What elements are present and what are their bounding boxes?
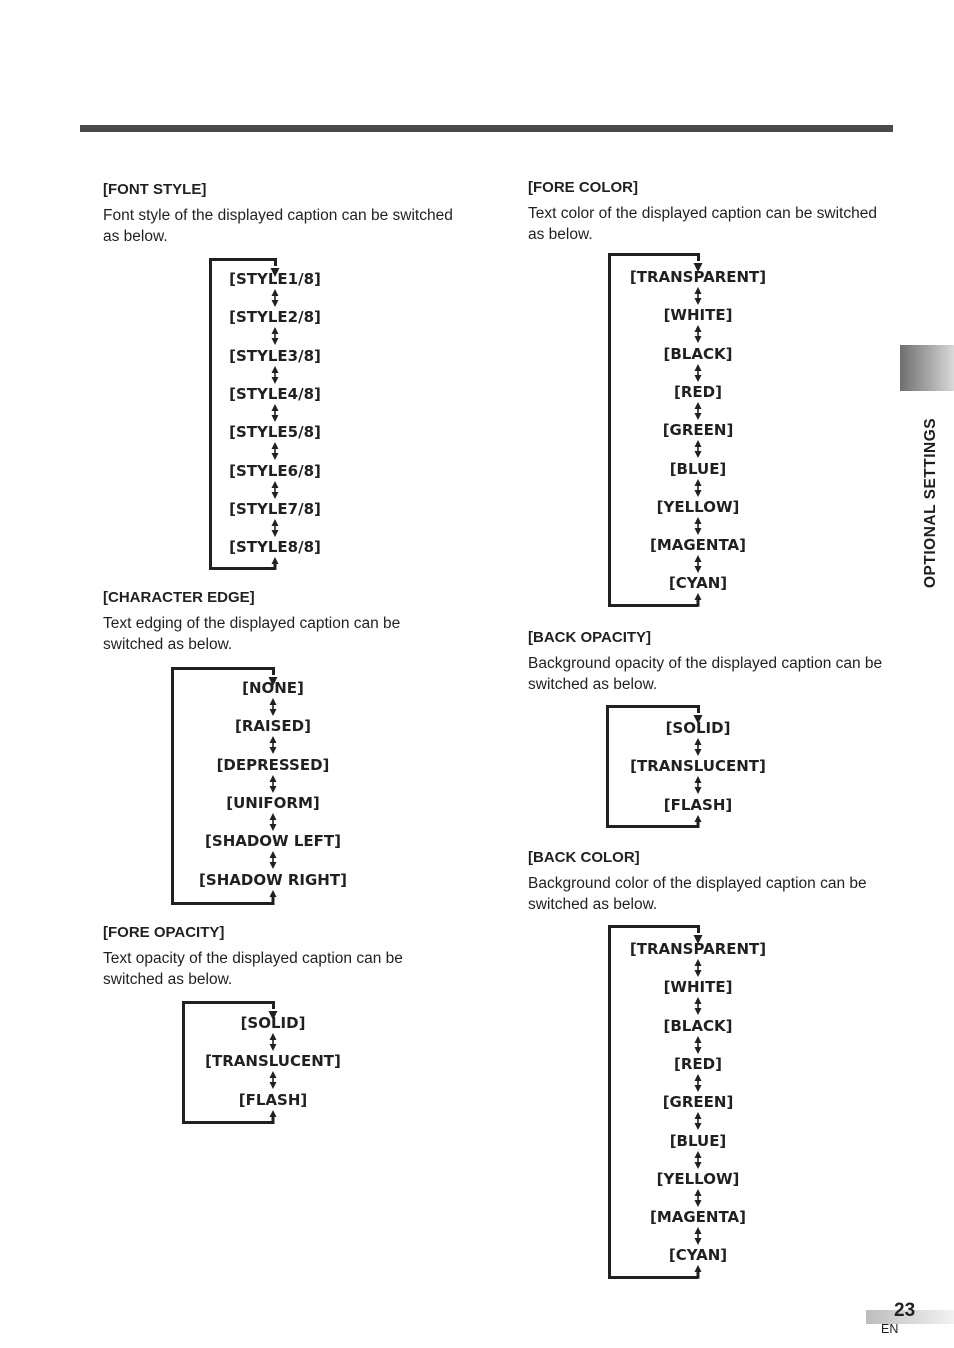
cycle-option: [RED] [674, 382, 722, 401]
side-tab-text: OPTIONAL SETTINGS [922, 417, 939, 588]
cycle-option: [STYLE2/8] [229, 308, 321, 327]
cycle-option: [STYLE5/8] [229, 423, 321, 442]
cycle-option: [FLASH] [238, 1090, 308, 1109]
section-tab-marker [900, 345, 954, 391]
cycle-option: [FLASH] [663, 795, 733, 814]
language-code: EN [881, 1322, 899, 1336]
cycle-option: [BLUE] [669, 459, 727, 478]
up-arrow-icon [693, 1265, 703, 1284]
page-number: 23 [894, 1300, 916, 1321]
section-description: Text edging of the displayed caption can be switched as below. [103, 615, 401, 653]
cycle-option: [TRANSLUCENT] [630, 757, 766, 776]
side-tab-label [922, 395, 944, 595]
cycle-option: [NONE] [242, 679, 304, 697]
cycle-option: [RAISED] [235, 717, 311, 736]
header-rule [80, 125, 893, 132]
cycle-option: [RED] [674, 1054, 722, 1073]
cycle-option: [STYLE3/8] [229, 346, 321, 365]
font-style-cycle-diagram [209, 258, 321, 570]
section-description: Text opacity of the displayed caption can be switched as below. [103, 950, 403, 988]
section-description: Text color of the displayed caption can be switched as below. [528, 205, 877, 243]
section-title: [FORE OPACITY] [103, 924, 225, 941]
cycle-option: [STYLE6/8] [229, 461, 321, 480]
section-back-color [528, 849, 888, 915]
cycle-option: [CYAN] [668, 1246, 728, 1265]
cycle-option: [STYLE1/8] [229, 270, 321, 288]
cycle-option: [TRANSPARENT] [629, 268, 767, 286]
cycle-option: [MAGENTA] [649, 1208, 747, 1227]
cycle-option: [UNIFORM] [226, 793, 320, 812]
back-opacity-cycle-diagram [606, 705, 766, 828]
section-fore-opacity [103, 924, 463, 990]
cycle-option: [CYAN] [668, 574, 728, 593]
cycle-option: [WHITE] [663, 978, 733, 997]
cycle-option: [SHADOW RIGHT] [199, 870, 347, 889]
back-color-cycle-diagram [608, 925, 767, 1279]
section-description: Font style of the displayed caption can be switched as below. [103, 207, 453, 245]
fore-opacity-cycle-diagram [182, 1001, 341, 1124]
section-description: Background color of the displayed caption can be switched as below. [528, 875, 867, 913]
section-title: [BACK COLOR] [528, 849, 640, 866]
section-fore-color [528, 179, 888, 245]
cycle-option: [BLACK] [663, 1016, 733, 1035]
character-edge-cycle-diagram [171, 667, 347, 905]
cycle-option: [GREEN] [662, 1093, 734, 1112]
cycle-option: [SHADOW LEFT] [205, 832, 341, 851]
section-font-style [103, 181, 463, 247]
cycle-option: [STYLE8/8] [229, 538, 321, 557]
up-arrow-icon [268, 1110, 278, 1129]
up-arrow-icon [270, 557, 280, 575]
cycle-option: [MAGENTA] [649, 536, 747, 555]
cycle-option: [SOLID] [665, 719, 731, 737]
section-character-edge [103, 589, 463, 655]
up-arrow-icon [268, 890, 278, 911]
section-title: [FONT STYLE] [103, 181, 207, 198]
cycle-option: [TRANSPARENT] [629, 940, 767, 958]
fore-color-cycle-diagram [608, 253, 767, 607]
section-title: [CHARACTER EDGE] [103, 589, 255, 606]
section-back-opacity [528, 629, 888, 695]
cycle-option: [WHITE] [663, 306, 733, 325]
cycle-option: [STYLE4/8] [229, 384, 321, 403]
section-description: Background opacity of the displayed caption can be switched as below. [528, 655, 883, 693]
up-arrow-icon [693, 593, 703, 612]
cycle-option: [STYLE7/8] [229, 499, 321, 518]
cycle-option: [YELLOW] [656, 1169, 740, 1188]
cycle-option: [BLUE] [669, 1131, 727, 1150]
cycle-option: [TRANSLUCENT] [205, 1052, 341, 1071]
cycle-option: [DEPRESSED] [216, 755, 330, 774]
cycle-option: [YELLOW] [656, 497, 740, 516]
section-title: [FORE COLOR] [528, 179, 638, 196]
cycle-option: [BLACK] [663, 344, 733, 363]
up-arrow-icon [693, 815, 703, 833]
cycle-option: [SOLID] [240, 1014, 306, 1032]
section-title: [BACK OPACITY] [528, 629, 652, 646]
cycle-option: [GREEN] [662, 421, 734, 440]
